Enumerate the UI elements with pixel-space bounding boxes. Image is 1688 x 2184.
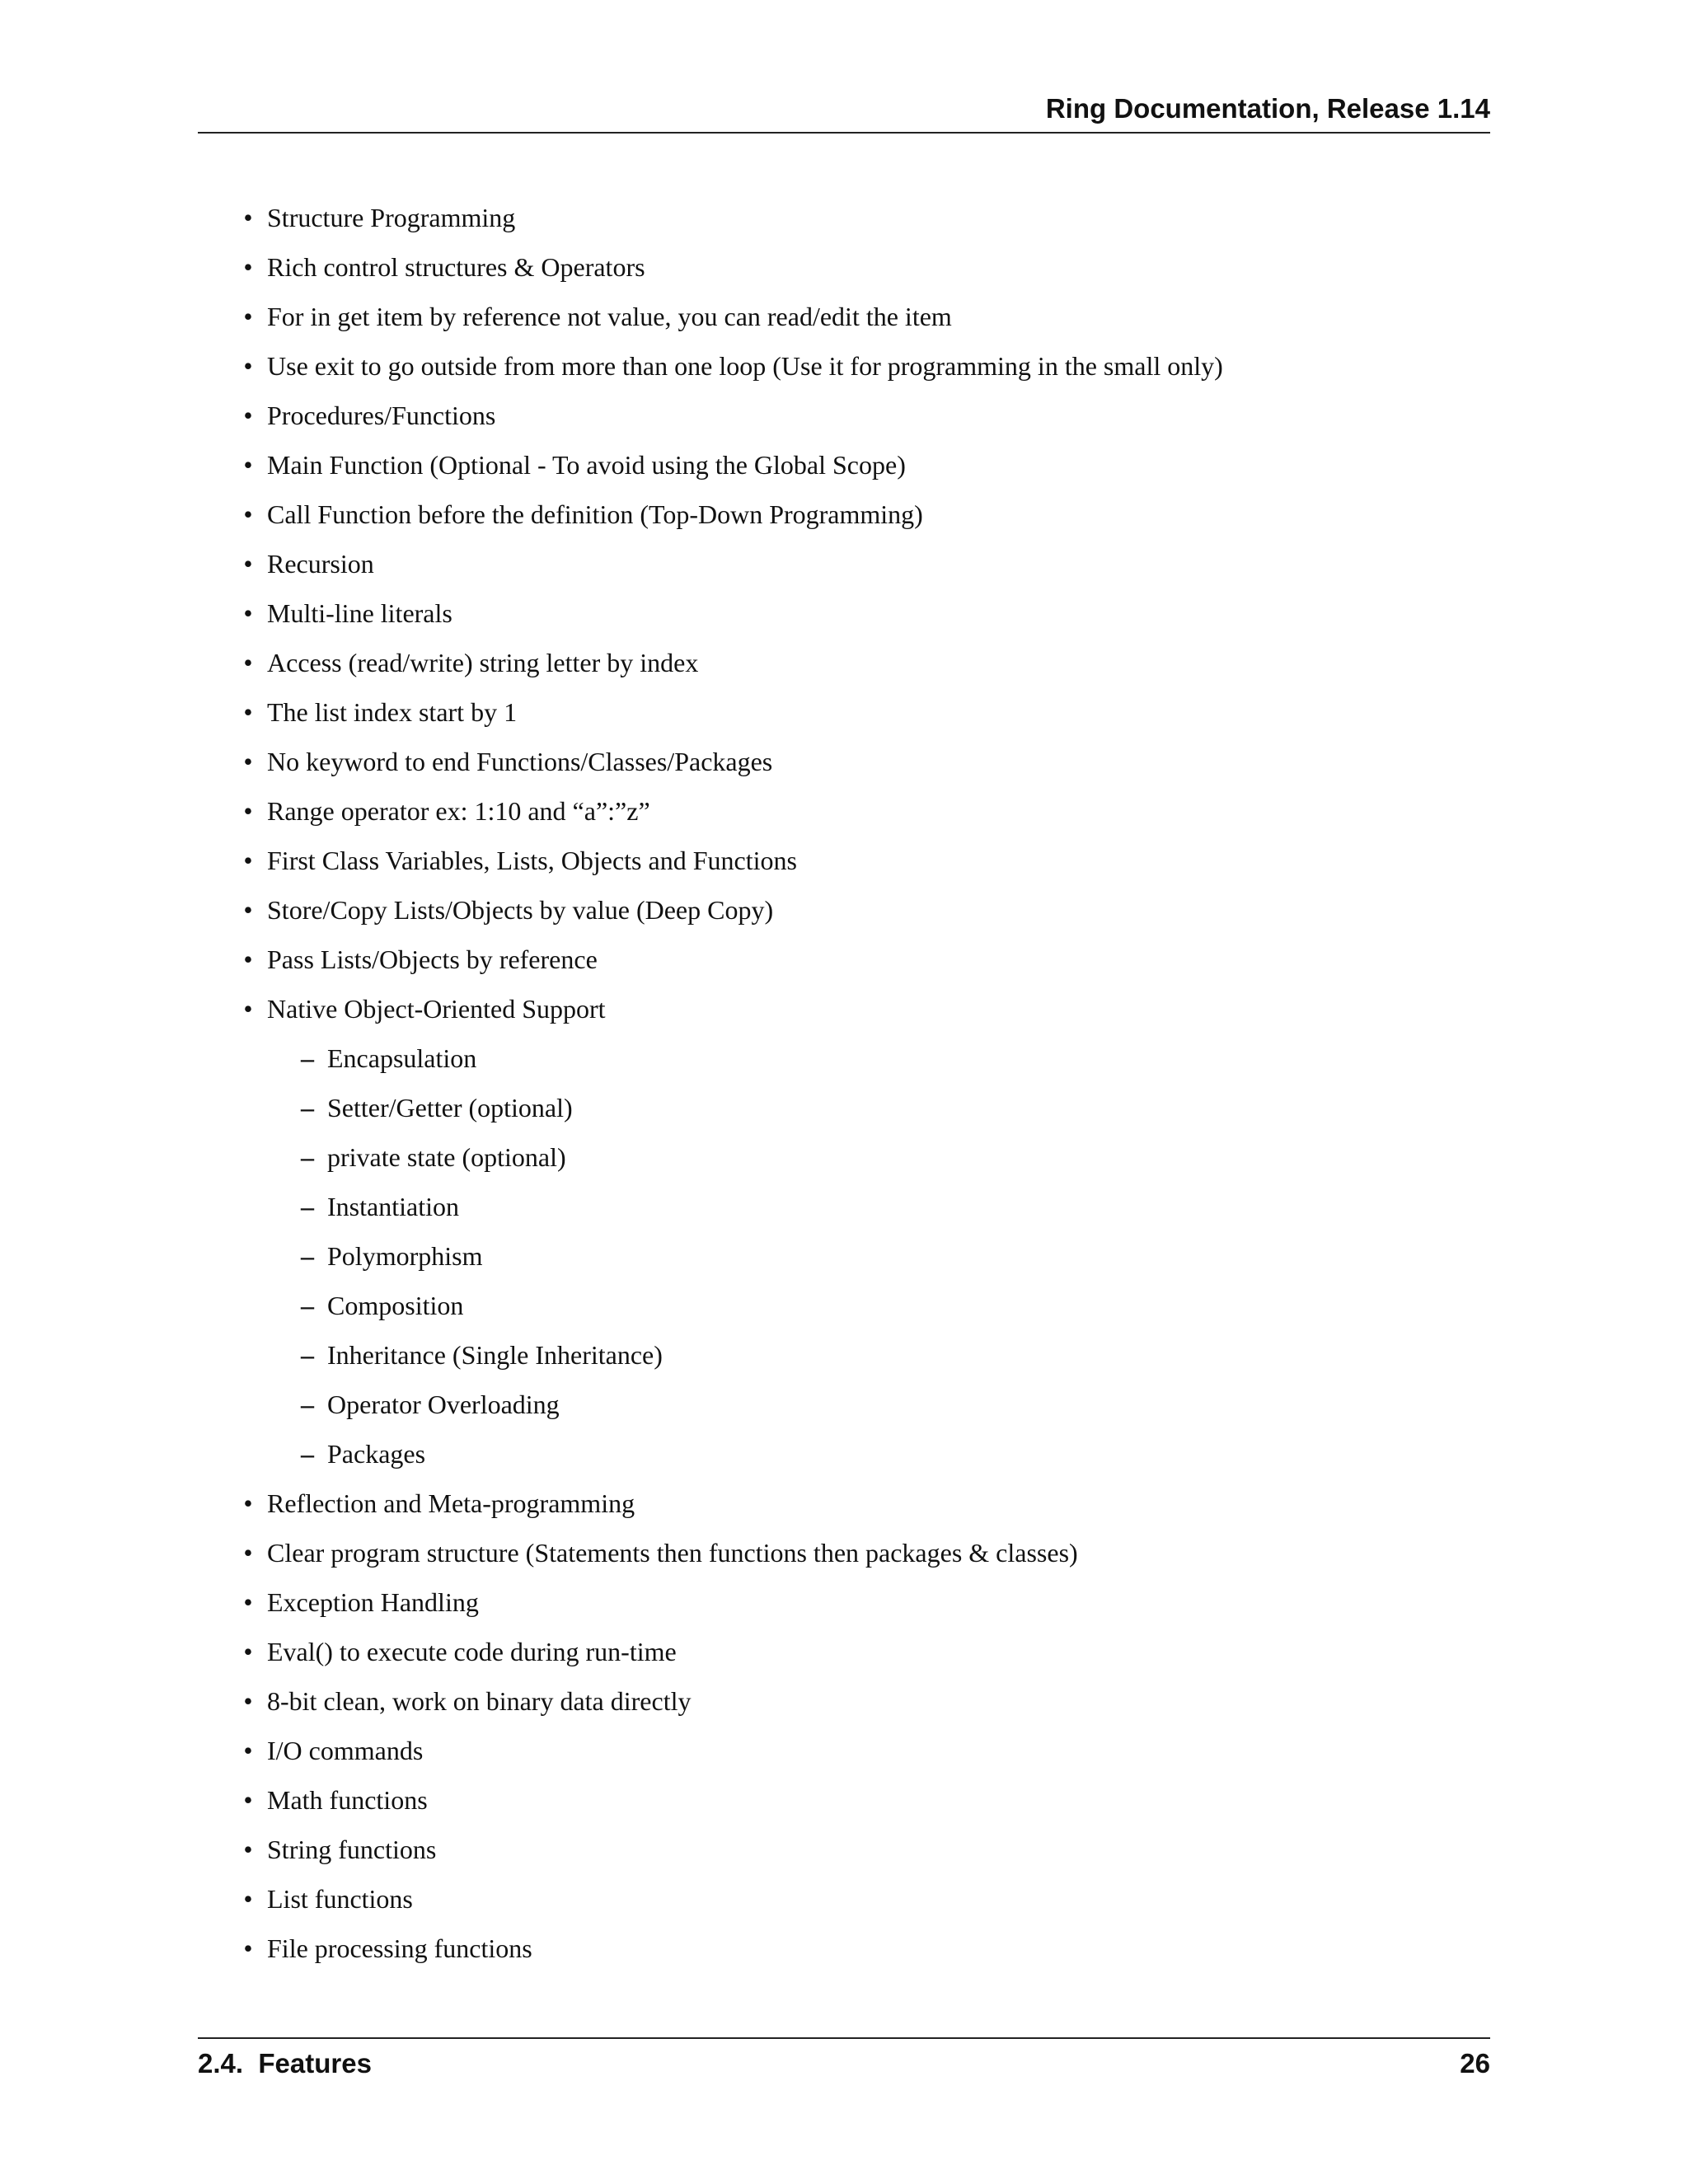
bullet-marker: • [243, 846, 253, 875]
dash-marker: – [301, 1390, 314, 1419]
list-item-text: First Class Variables, Lists, Objects and Functions [267, 846, 797, 875]
bullet-marker: • [243, 1587, 253, 1617]
bullet-marker: • [243, 1785, 253, 1815]
list-item-text: String functions [267, 1835, 437, 1864]
bullet-marker: • [243, 747, 253, 776]
footer-section-title: 2.4. Features [198, 2048, 372, 2079]
list-item-text: Pass Lists/Objects by reference [267, 944, 598, 974]
bullet-marker: • [243, 252, 253, 282]
dash-marker: – [301, 1093, 314, 1122]
bullet-marker: • [243, 1835, 253, 1864]
bullet-marker: • [243, 203, 253, 232]
bullet-marker: • [243, 1933, 253, 1963]
bullet-marker: • [243, 351, 253, 381]
bullet-marker: • [243, 1538, 253, 1568]
list-item-text: 8-bit clean, work on binary data directly [267, 1686, 692, 1716]
list-item-text: File processing functions [267, 1933, 532, 1963]
bullet-marker: • [243, 1736, 253, 1765]
list-item-text: Polymorphism [327, 1241, 483, 1271]
dash-marker: – [301, 1142, 314, 1172]
bullet-marker: • [243, 796, 253, 826]
page-header [198, 89, 1490, 134]
bullet-marker: • [243, 1884, 253, 1914]
dash-marker: – [301, 1340, 314, 1370]
list-item-text: Instantiation [327, 1192, 459, 1221]
dash-marker: – [301, 1241, 314, 1271]
list-item-text: List functions [267, 1884, 413, 1914]
bullet-marker: • [243, 895, 253, 925]
bullet-marker: • [243, 697, 253, 727]
list-item-text: Operator Overloading [327, 1390, 560, 1419]
list-item-text: private state (optional) [327, 1142, 566, 1172]
list-item-text: Encapsulation [327, 1043, 477, 1073]
list-item-text: Recursion [267, 549, 374, 579]
list-item-text: Setter/Getter (optional) [327, 1093, 573, 1122]
list-item-text: Composition [327, 1291, 464, 1320]
list-item-text: Inheritance (Single Inheritance) [327, 1340, 663, 1370]
dash-marker: – [301, 1439, 314, 1469]
bullet-marker: • [243, 549, 253, 579]
list-item-text: Clear program structure (Statements then functions then packages & classes) [267, 1538, 1078, 1568]
page-footer [198, 2037, 1490, 2088]
dash-marker: – [301, 1043, 314, 1073]
list-item-text: Eval() to execute code during run-time [267, 1637, 677, 1666]
list-item-text: Native Object-Oriented Support [267, 994, 606, 1024]
list-item-text: I/O commands [267, 1736, 424, 1765]
bullet-marker: • [243, 401, 253, 430]
bullet-marker: • [243, 994, 253, 1024]
bullet-marker: • [243, 598, 253, 628]
bullet-marker: • [243, 648, 253, 677]
list-item-text: Main Function (Optional - To avoid using the Global Scope) [267, 450, 906, 480]
list-item-text: Rich control structures & Operators [267, 252, 645, 282]
list-item-text: Reflection and Meta-programming [267, 1488, 635, 1518]
list-item-text: Packages [327, 1439, 426, 1469]
bullet-marker: • [243, 499, 253, 529]
list-item-text: Math functions [267, 1785, 428, 1815]
list-item-text: No keyword to end Functions/Classes/Packages [267, 747, 773, 776]
bullet-marker: • [243, 1637, 253, 1666]
bullet-marker: • [243, 302, 253, 331]
list-item-text: Range operator ex: 1:10 and “a”:”z” [267, 796, 650, 826]
list-item-text: Store/Copy Lists/Objects by value (Deep Copy) [267, 895, 774, 925]
list-item-text: For in get item by reference not value, you can read/edit the item [267, 302, 952, 331]
list-item-text: Procedures/Functions [267, 401, 496, 430]
dash-marker: – [301, 1291, 314, 1320]
header-title: Ring Documentation, Release 1.14 [1045, 93, 1490, 124]
bullet-marker: • [243, 450, 253, 480]
bullet-marker: • [243, 944, 253, 974]
page-number: 26 [1460, 2048, 1490, 2079]
dash-marker: – [301, 1192, 314, 1221]
list-item-text: Multi-line literals [267, 598, 452, 628]
list-item-text: Exception Handling [267, 1587, 479, 1617]
list-item-text: The list index start by 1 [267, 697, 518, 727]
list-item-text: Call Function before the definition (Top-Down Programming) [267, 499, 923, 529]
bullet-marker: • [243, 1686, 253, 1716]
bullet-marker: • [243, 1488, 253, 1518]
list-item-text: Access (read/write) string letter by index [267, 648, 699, 677]
list-item-text: Structure Programming [267, 203, 516, 232]
list-item-text: Use exit to go outside from more than one loop (Use it for programming in the small only) [267, 351, 1223, 381]
